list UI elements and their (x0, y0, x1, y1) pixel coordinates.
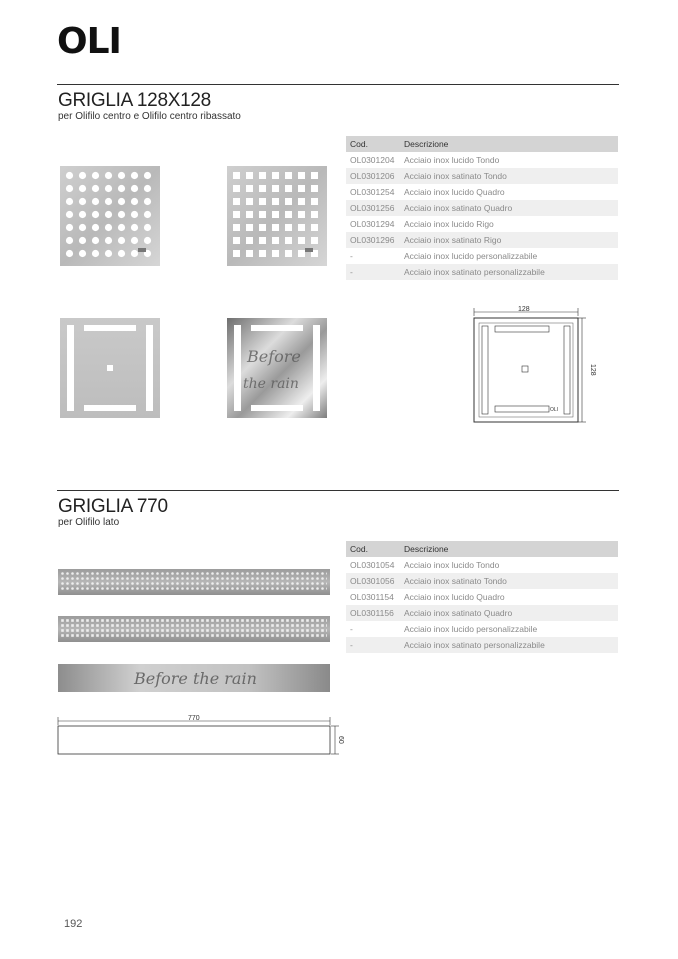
product-code: OL0301156 (346, 605, 400, 621)
section-title: GRIGLIA 128X128 (58, 90, 211, 111)
table-row (346, 200, 618, 216)
grid-round-holes-icon (60, 166, 160, 266)
section-divider (57, 84, 619, 85)
table-row (346, 637, 618, 653)
section-divider (57, 490, 619, 491)
product-description: Acciaio inox satinato Tondo (400, 573, 618, 589)
linear-grid-square-holes-icon (58, 616, 330, 642)
product-code: - (346, 637, 400, 653)
table-header-row (346, 541, 618, 557)
engraving-text: Before the rain (134, 669, 257, 688)
engraving-text: the rain (243, 376, 299, 392)
table-row (346, 232, 618, 248)
table-row (346, 216, 618, 232)
product-description: Acciaio inox lucido personalizzabile (404, 624, 538, 634)
column-header-code: Cod. (346, 541, 400, 557)
section-subtitle: per Olifilo lato (58, 517, 120, 528)
product-code: - (350, 251, 353, 261)
brand-logo: OLI (57, 21, 121, 62)
product-code: OL0301056 (346, 573, 400, 589)
table-row (346, 573, 618, 589)
oli-mark: OLI (550, 407, 559, 413)
product-description: Acciaio inox satinato personalizzabile (400, 264, 618, 280)
engraving-text: Before (247, 347, 301, 366)
linear-grid-engraved-icon (58, 664, 330, 692)
product-description: Acciaio inox lucido Rigo (404, 219, 494, 229)
linear-grid-round-holes-icon (58, 569, 330, 595)
table-row (346, 557, 618, 573)
product-code: OL0301254 (350, 187, 395, 197)
table-row (346, 605, 618, 621)
product-description: Acciaio inox satinato personalizzabile (400, 637, 618, 653)
column-header-code: Cod. (346, 136, 400, 152)
table-row (346, 621, 618, 637)
product-description: Acciaio inox lucido Tondo (404, 155, 500, 165)
table-row (346, 184, 618, 200)
product-code: OL0301256 (346, 200, 400, 216)
product-code: OL0301294 (350, 219, 395, 229)
product-code: OL0301154 (350, 592, 394, 602)
product-code-table (346, 136, 618, 280)
table-row (346, 248, 618, 264)
product-description: Acciaio inox lucido personalizzabile (404, 251, 538, 261)
section-title: GRIGLIA 770 (58, 496, 168, 517)
column-header-description: Descrizione (400, 541, 618, 557)
product-description: Acciaio inox satinato Tondo (400, 168, 618, 184)
product-code: OL0301296 (346, 232, 400, 248)
table-row (346, 264, 618, 280)
grid-square-holes-icon (227, 166, 327, 266)
table-row (346, 589, 618, 605)
dimension-height: 60 (337, 736, 344, 744)
product-description: Acciaio inox lucido Quadro (404, 592, 505, 602)
dimension-width: 128 (518, 306, 530, 313)
table-header-row (346, 136, 618, 152)
table-row (346, 152, 618, 168)
product-description: Acciaio inox lucido Quadro (404, 187, 505, 197)
product-code: OL0301206 (346, 168, 400, 184)
grid-slot-icon (60, 318, 160, 418)
product-description: Acciaio inox satinato Rigo (400, 232, 618, 248)
grid-custom-engraved-icon (227, 318, 327, 418)
column-header-description: Descrizione (400, 136, 618, 152)
product-description: Acciaio inox lucido Tondo (404, 560, 500, 570)
product-code-table (346, 541, 618, 653)
table-row (346, 168, 618, 184)
section-subtitle: per Olifilo centro e Olifilo centro ribassato (58, 111, 241, 122)
product-description: Acciaio inox satinato Quadro (400, 200, 618, 216)
technical-drawing-icon (54, 712, 354, 758)
product-code: OL0301054 (350, 560, 395, 570)
page-number: 192 (64, 918, 83, 930)
product-code: - (346, 264, 400, 280)
product-code: OL0301204 (350, 155, 395, 165)
product-description: Acciaio inox satinato Quadro (400, 605, 618, 621)
dimension-width: 770 (188, 715, 200, 722)
technical-drawing-icon (466, 302, 606, 424)
product-code: - (350, 624, 353, 634)
dimension-height: 128 (589, 364, 596, 376)
